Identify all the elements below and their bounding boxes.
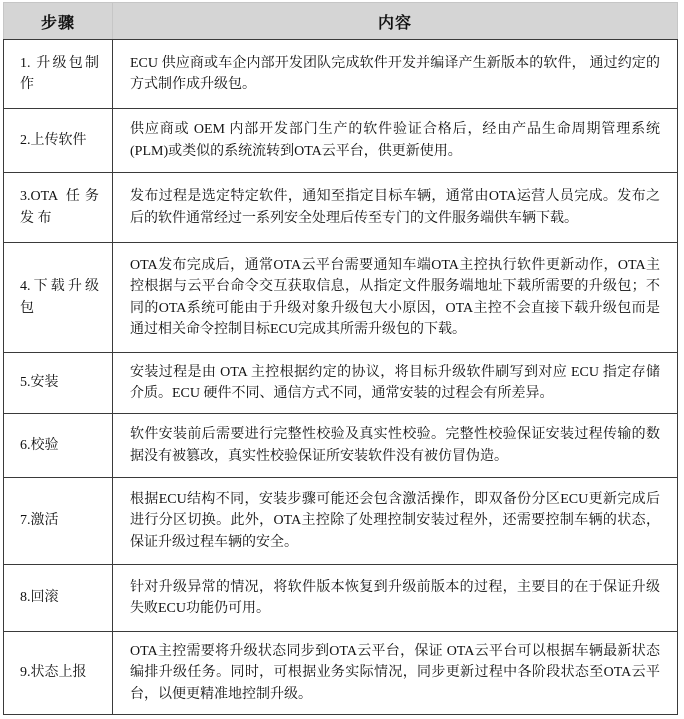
content-cell: OTA发布完成后，通常OTA云平台需要通知车端OTA主控执行软件更新动作，OTA主控根据与云平台命令交互获取信息，从指定文件服务端地址下载所需要的升级包；不同的OTA系统可能由于升级对象升级包大小原因，OTA主控不会直接下载升级包而是通过相关命令控制目标ECU完成其所需升级包的下载。 — [113, 243, 678, 353]
table-body — [4, 40, 678, 715]
step-cell: 9.状态上报 — [4, 632, 113, 715]
content-cell: ECU 供应商或车企内部开发团队完成软件开发并编译产生新版本的软件， 通过约定的方式制作成升级包。 — [113, 40, 678, 109]
table-row — [4, 353, 678, 414]
step-cell: 7.激活 — [4, 478, 113, 565]
ota-steps-document — [3, 2, 678, 715]
content-cell: 根据ECU结构不同，安装步骤可能还会包含激活操作，即双备份分区ECU更新完成后进行分区切换。此外，OTA主控除了处理控制安装过程外，还需要控制车辆的状态，保证升级过程车辆的安全。 — [113, 478, 678, 565]
table-row — [4, 173, 678, 243]
header-row — [4, 3, 678, 40]
step-column-header: 步骤 — [4, 3, 113, 40]
step-cell: 4.下载升级包 — [4, 243, 113, 353]
table-row — [4, 565, 678, 632]
content-cell: 发布过程是选定特定软件，通知至指定目标车辆，通常由OTA运营人员完成。发布之后的软件通常经过一系列安全处理后传至专门的文件服务端供车辆下载。 — [113, 173, 678, 243]
table-row — [4, 632, 678, 715]
table-row — [4, 478, 678, 565]
table-row — [4, 40, 678, 109]
step-cell: 6.校验 — [4, 414, 113, 478]
table-row — [4, 243, 678, 353]
content-cell: OTA主控需要将升级状态同步到OTA云平台，保证 OTA云平台可以根据车辆最新状态编排升级任务。同时，可根据业务实际情况，同步更新过程中各阶段状态至OTA云平台，以便更精准地控制升级。 — [113, 632, 678, 715]
step-cell: 2.上传软件 — [4, 109, 113, 173]
content-cell: 针对升级异常的情况，将软件版本恢复到升级前版本的过程，主要目的在于保证升级失败ECU功能仍可用。 — [113, 565, 678, 632]
content-cell: 安装过程是由 OTA 主控根据约定的协议，将目标升级软件刷写到对应 ECU 指定存储介质。ECU 硬件不同、通信方式不同，通常安装的过程会有所差异。 — [113, 353, 678, 414]
content-cell: 供应商或 OEM 内部开发部门生产的软件验证合格后，经由产品生命周期管理系统(PLM)或类似的系统流转到OTA云平台，供更新使用。 — [113, 109, 678, 173]
content-cell: 软件安装前后需要进行完整性校验及真实性校验。完整性校验保证安装过程传输的数据没有被篡改，真实性校验保证所安装软件没有被仿冒伪造。 — [113, 414, 678, 478]
ota-steps-table — [3, 2, 678, 715]
content-column-header: 内容 — [113, 3, 678, 40]
table-row — [4, 414, 678, 478]
step-cell: 5.安装 — [4, 353, 113, 414]
step-cell: 8.回滚 — [4, 565, 113, 632]
table-row — [4, 109, 678, 173]
step-cell: 1. 升级包制作 — [4, 40, 113, 109]
step-cell: 3.OTA 任务发 布 — [4, 173, 113, 243]
